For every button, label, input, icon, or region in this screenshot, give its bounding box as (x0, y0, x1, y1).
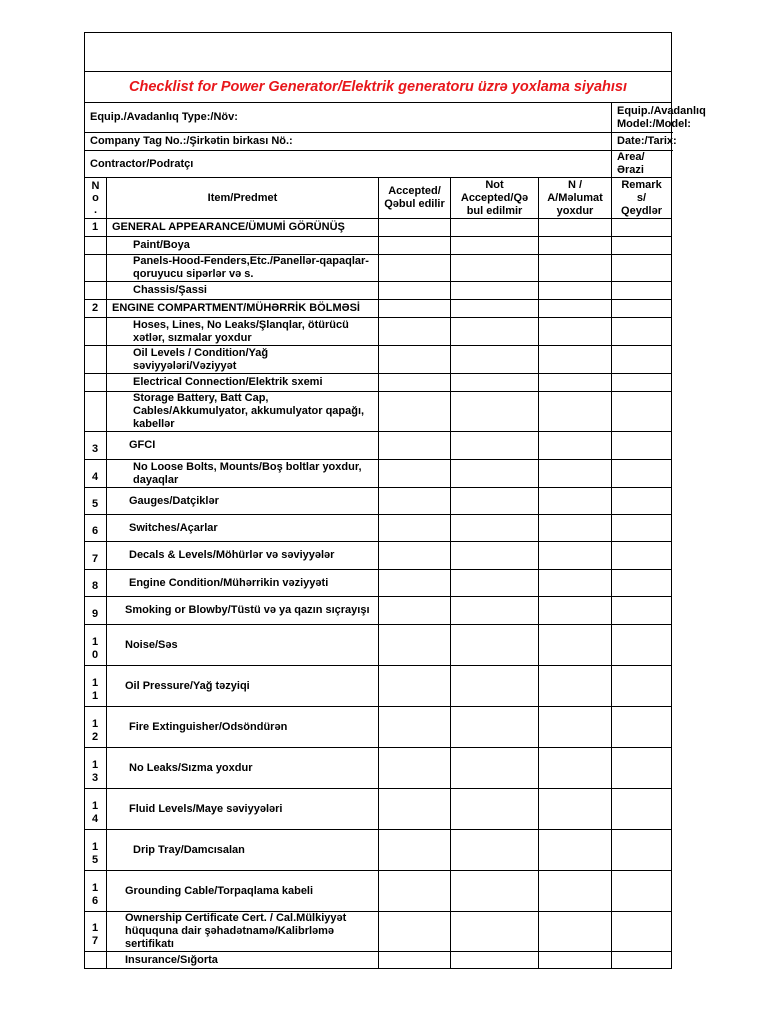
na-cell[interactable] (539, 432, 612, 460)
na-cell[interactable] (539, 597, 612, 625)
row-item-label: Oil Levels / Condition/Yağ səviyyələri/Vəziyyət (107, 346, 379, 374)
table-row (85, 871, 672, 912)
table-row (85, 952, 672, 969)
na-cell[interactable] (539, 374, 612, 392)
na-cell[interactable] (539, 570, 612, 597)
row-number (85, 255, 107, 282)
col-header-na: N / A/Məlumat yoxdur (539, 178, 612, 219)
remarks-cell[interactable] (612, 830, 672, 871)
info-row-company (85, 133, 672, 151)
row-item-label: Noise/Səs (107, 625, 379, 666)
remarks-cell[interactable] (612, 666, 672, 707)
not-accepted-cell[interactable] (451, 300, 539, 318)
na-cell[interactable] (539, 515, 612, 542)
table-row (85, 282, 672, 300)
na-cell[interactable] (539, 300, 612, 318)
col-header-no-line: o (92, 192, 99, 204)
row-number: 1 5 (85, 830, 107, 871)
remarks-cell[interactable] (612, 952, 672, 969)
remarks-cell[interactable] (612, 912, 672, 952)
table-row (85, 392, 672, 432)
row-item-label: Decals & Levels/Möhürlər və səviyyələr (107, 542, 379, 570)
na-cell[interactable] (539, 871, 612, 912)
remarks-cell[interactable] (612, 255, 672, 282)
table-row (85, 912, 672, 952)
table-row (85, 597, 672, 625)
row-item-label: Smoking or Blowby/Tüstü və ya qazın sıçrayışı (107, 597, 379, 625)
not-accepted-cell[interactable] (451, 542, 539, 570)
row-number: 4 (85, 460, 107, 488)
accepted-cell[interactable] (379, 432, 451, 460)
na-cell[interactable] (539, 488, 612, 515)
row-item-label: Ownership Certificate Cert. / Cal.Mülkiyyət hüququna dair şəhadətnamə/Kalibrləmə sertifikatı (107, 912, 379, 952)
na-cell[interactable] (539, 346, 612, 374)
row-item-label: Insurance/Sığorta (107, 952, 379, 969)
not-accepted-cell[interactable] (451, 789, 539, 830)
row-item-label: No Loose Bolts, Mounts/Boş boltlar yoxdur, dayaqlar (107, 460, 379, 488)
row-number: 1 0 (85, 625, 107, 666)
row-number (85, 318, 107, 346)
row-number: 1 (85, 219, 107, 237)
na-cell[interactable] (539, 707, 612, 748)
na-cell[interactable] (539, 255, 612, 282)
accepted-cell[interactable] (379, 570, 451, 597)
col-header-no-line: N (91, 180, 100, 192)
col-header-no-line: . (93, 204, 98, 216)
company-tag-field[interactable]: Company Tag No.:/Şirkətin birkası Nö.: (85, 133, 612, 151)
equip-type-field[interactable]: Equip./Avadanlıq Type:/Növ: (85, 103, 612, 133)
remarks-cell[interactable] (612, 570, 672, 597)
accepted-cell[interactable] (379, 374, 451, 392)
row-item-label: No Leaks/Sızma yoxdur (107, 748, 379, 789)
table-row (85, 219, 672, 237)
not-accepted-cell[interactable] (451, 707, 539, 748)
info-row-contractor (85, 151, 672, 178)
row-number: 2 (85, 300, 107, 318)
row-number (85, 392, 107, 432)
table-row (85, 237, 672, 255)
checklist-table (84, 32, 706, 969)
accepted-cell[interactable] (379, 748, 451, 789)
not-accepted-cell[interactable] (451, 625, 539, 666)
remarks-cell[interactable] (612, 515, 672, 542)
table-row (85, 515, 672, 542)
row-item-label: Chassis/Şassi (107, 282, 379, 300)
row-number: 8 (85, 570, 107, 597)
date-field[interactable]: Date:/Tarix: (612, 133, 672, 151)
table-row (85, 542, 672, 570)
table-row (85, 666, 672, 707)
not-accepted-cell[interactable] (451, 432, 539, 460)
table-row (85, 789, 672, 830)
na-cell[interactable] (539, 952, 612, 969)
table-row (85, 300, 672, 318)
accepted-cell[interactable] (379, 830, 451, 871)
table-row (85, 374, 672, 392)
not-accepted-cell[interactable] (451, 392, 539, 432)
table-row (85, 460, 672, 488)
na-cell[interactable] (539, 460, 612, 488)
row-number (85, 952, 107, 969)
row-item-label: Storage Battery, Batt Cap, Cables/Akkumulyator, akkumulyator qapağı, kabellər (107, 392, 379, 432)
row-number (85, 237, 107, 255)
na-cell[interactable] (539, 789, 612, 830)
row-item-label: Fire Extinguisher/Odsöndürən (107, 707, 379, 748)
accepted-cell[interactable] (379, 952, 451, 969)
row-item-label: GENERAL APPEARANCE/ÜMUMİ GÖRÜNÜŞ (107, 219, 379, 237)
na-cell[interactable] (539, 282, 612, 300)
row-item-label: Grounding Cable/Torpaqlama kabeli (107, 871, 379, 912)
col-header-remarks: Remark s/ Qeydlər (612, 178, 672, 219)
row-number: 3 (85, 432, 107, 460)
row-item-label: GFCI (107, 432, 379, 460)
na-cell[interactable] (539, 219, 612, 237)
accepted-cell[interactable] (379, 282, 451, 300)
remarks-cell[interactable] (612, 392, 672, 432)
remarks-cell[interactable] (612, 374, 672, 392)
row-number: 7 (85, 542, 107, 570)
remarks-cell[interactable] (612, 748, 672, 789)
row-number: 1 1 (85, 666, 107, 707)
row-number: 1 7 (85, 912, 107, 952)
table-row (85, 625, 672, 666)
table-row (85, 432, 672, 460)
na-cell[interactable] (539, 318, 612, 346)
checklist-rows (85, 219, 672, 969)
not-accepted-cell[interactable] (451, 515, 539, 542)
remarks-cell[interactable] (612, 789, 672, 830)
table-row (85, 255, 672, 282)
table-row (85, 748, 672, 789)
not-accepted-cell[interactable] (451, 871, 539, 912)
row-item-label: Gauges/Datçiklər (107, 488, 379, 515)
row-item-label: Engine Condition/Mühərrikin vəziyyəti (107, 570, 379, 597)
accepted-cell[interactable] (379, 392, 451, 432)
row-number: 9 (85, 597, 107, 625)
row-item-label: Fluid Levels/Maye səviyyələri (107, 789, 379, 830)
accepted-cell[interactable] (379, 666, 451, 707)
info-row-equipment (85, 103, 672, 133)
na-cell[interactable] (539, 392, 612, 432)
accepted-cell[interactable] (379, 219, 451, 237)
row-number (85, 374, 107, 392)
accepted-cell[interactable] (379, 346, 451, 374)
not-accepted-cell[interactable] (451, 952, 539, 969)
col-header-no (85, 178, 107, 219)
accepted-cell[interactable] (379, 912, 451, 952)
row-item-label: Paint/Boya (107, 237, 379, 255)
accepted-cell[interactable] (379, 871, 451, 912)
not-accepted-cell[interactable] (451, 255, 539, 282)
col-header-item: Item/Predmet (107, 178, 379, 219)
na-cell[interactable] (539, 748, 612, 789)
na-cell[interactable] (539, 666, 612, 707)
not-accepted-cell[interactable] (451, 346, 539, 374)
na-cell[interactable] (539, 912, 612, 952)
row-number: 1 2 (85, 707, 107, 748)
row-item-label: Panels-Hood-Fenders,Etc./Panellər-qapaqlar-qoruyucu sipərlər və s. (107, 255, 379, 282)
not-accepted-cell[interactable] (451, 460, 539, 488)
accepted-cell[interactable] (379, 597, 451, 625)
not-accepted-cell[interactable] (451, 488, 539, 515)
remarks-cell[interactable] (612, 707, 672, 748)
accepted-cell[interactable] (379, 707, 451, 748)
not-accepted-cell[interactable] (451, 666, 539, 707)
accepted-cell[interactable] (379, 460, 451, 488)
col-header-accepted: Accepted/ Qəbul edilir (379, 178, 451, 219)
row-item-label: Drip Tray/Damcısalan (107, 830, 379, 871)
not-accepted-cell[interactable] (451, 570, 539, 597)
not-accepted-cell[interactable] (451, 748, 539, 789)
remarks-cell[interactable] (612, 488, 672, 515)
row-item-label: Switches/Açarlar (107, 515, 379, 542)
accepted-cell[interactable] (379, 300, 451, 318)
not-accepted-cell[interactable] (451, 237, 539, 255)
accepted-cell[interactable] (379, 625, 451, 666)
row-number (85, 346, 107, 374)
area-field[interactable]: Area/Ərazi (612, 151, 672, 178)
remarks-cell[interactable] (612, 300, 672, 318)
remarks-cell[interactable] (612, 542, 672, 570)
remarks-cell[interactable] (612, 432, 672, 460)
row-number: 5 (85, 488, 107, 515)
na-cell[interactable] (539, 542, 612, 570)
accepted-cell[interactable] (379, 542, 451, 570)
table-row (85, 830, 672, 871)
table-row (85, 570, 672, 597)
row-item-label: Electrical Connection/Elektrik sxemi (107, 374, 379, 392)
na-cell[interactable] (539, 237, 612, 255)
title-row (85, 72, 672, 103)
blank-header-row (85, 33, 672, 72)
row-number: 1 3 (85, 748, 107, 789)
equip-model-field[interactable]: Equip./Avadanlıq Model:/Model: (612, 103, 672, 133)
row-number: 1 4 (85, 789, 107, 830)
row-number (85, 282, 107, 300)
remarks-cell[interactable] (612, 318, 672, 346)
row-item-label: ENGINE COMPARTMENT/MÜHƏRRİK BÖLMƏSİ (107, 300, 379, 318)
not-accepted-cell[interactable] (451, 912, 539, 952)
remarks-cell[interactable] (612, 237, 672, 255)
col-header-not-accepted: Not Accepted/Qə bul edilmir (451, 178, 539, 219)
column-header-row (85, 178, 672, 219)
table-row (85, 488, 672, 515)
not-accepted-cell[interactable] (451, 830, 539, 871)
accepted-cell[interactable] (379, 237, 451, 255)
not-accepted-cell[interactable] (451, 374, 539, 392)
remarks-cell[interactable] (612, 625, 672, 666)
table-row (85, 318, 672, 346)
contractor-field[interactable]: Contractor/Podratçı (85, 151, 612, 178)
na-cell[interactable] (539, 625, 612, 666)
remarks-cell[interactable] (612, 597, 672, 625)
remarks-cell[interactable] (612, 346, 672, 374)
row-item-label: Hoses, Lines, No Leaks/Şlanqlar, ötürücü xətlər, sızmalar yoxdur (107, 318, 379, 346)
remarks-cell[interactable] (612, 282, 672, 300)
accepted-cell[interactable] (379, 515, 451, 542)
document-title: Checklist for Power Generator/Elektrik generatoru üzrə yoxlama siyahısı (85, 72, 672, 103)
row-number: 1 6 (85, 871, 107, 912)
remarks-cell[interactable] (612, 871, 672, 912)
not-accepted-cell[interactable] (451, 597, 539, 625)
blank-header-cell (85, 33, 672, 72)
na-cell[interactable] (539, 830, 612, 871)
accepted-cell[interactable] (379, 488, 451, 515)
not-accepted-cell[interactable] (451, 318, 539, 346)
table-row (85, 707, 672, 748)
not-accepted-cell[interactable] (451, 282, 539, 300)
remarks-cell[interactable] (612, 460, 672, 488)
accepted-cell[interactable] (379, 255, 451, 282)
remarks-cell[interactable] (612, 219, 672, 237)
row-item-label: Oil Pressure/Yağ təzyiqi (107, 666, 379, 707)
table-row (85, 346, 672, 374)
not-accepted-cell[interactable] (451, 219, 539, 237)
accepted-cell[interactable] (379, 318, 451, 346)
accepted-cell[interactable] (379, 789, 451, 830)
row-number: 6 (85, 515, 107, 542)
